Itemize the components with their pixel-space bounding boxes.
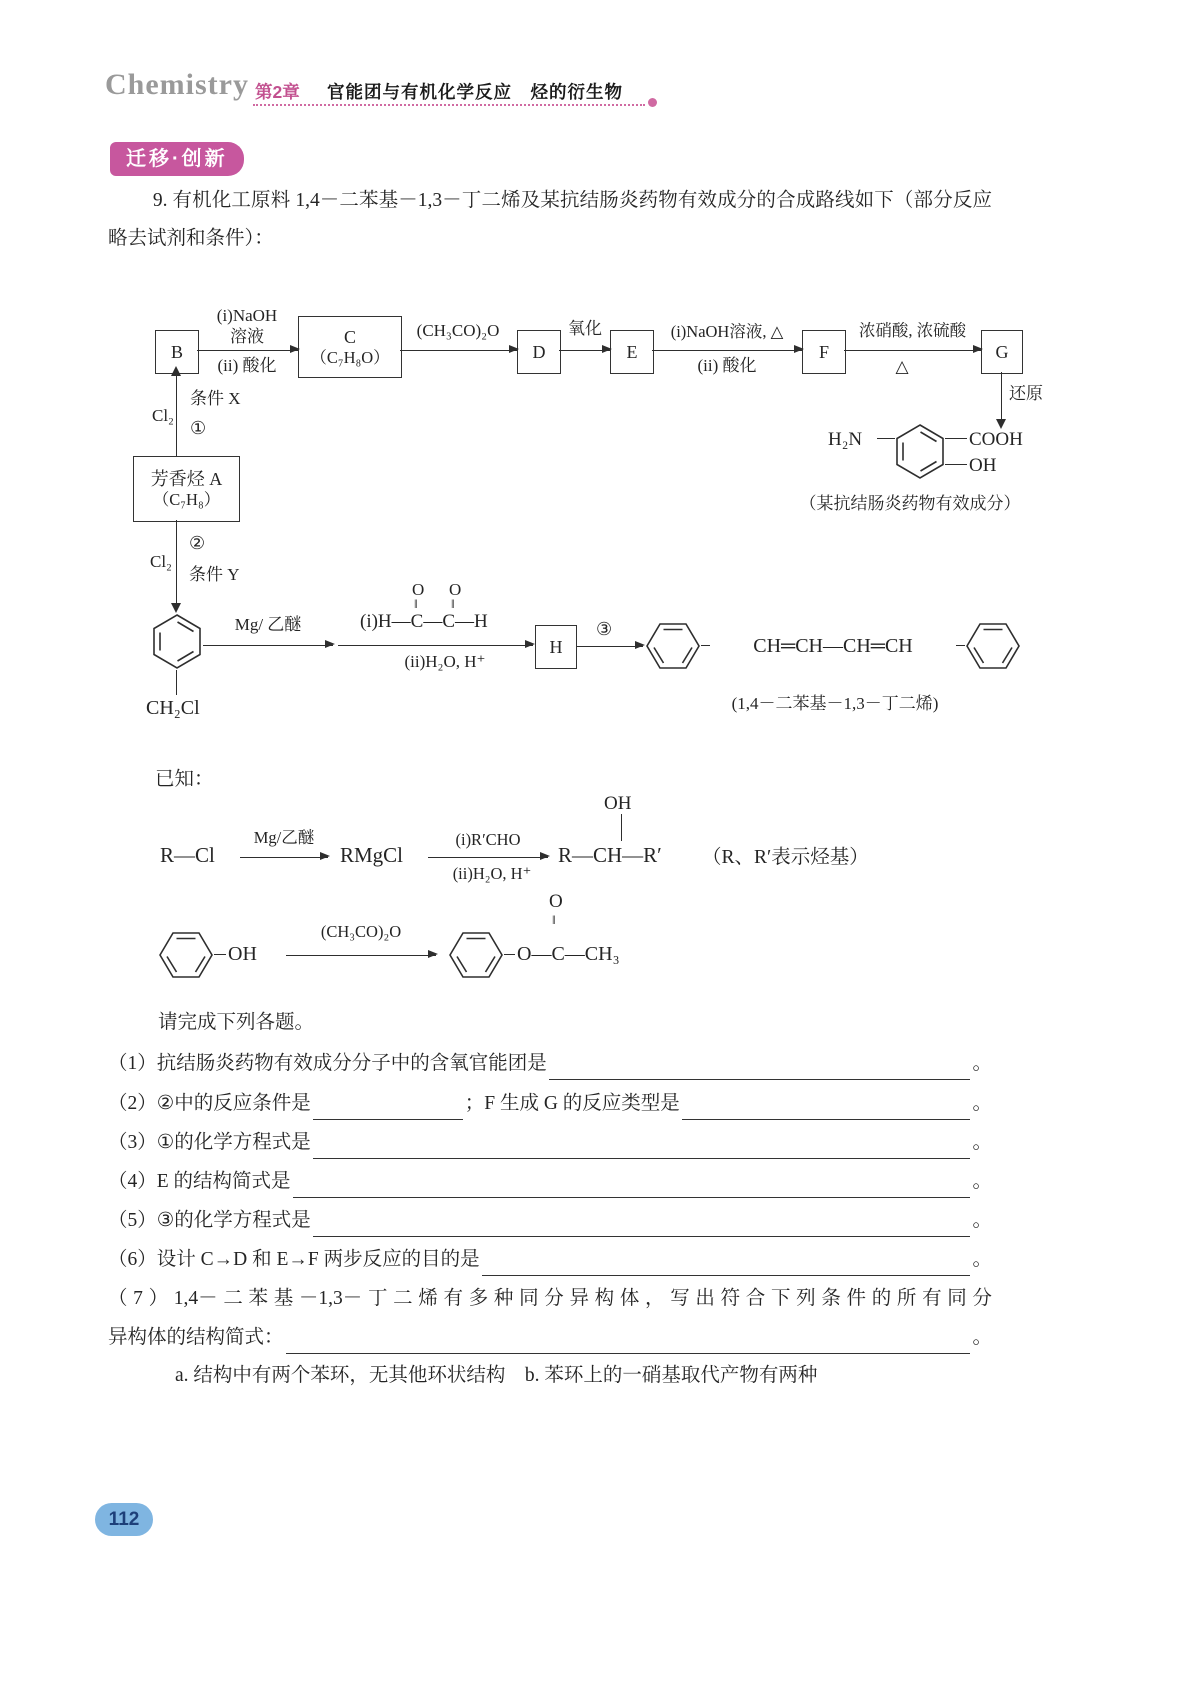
reagent-h2o-h: (ii)H₂O, H⁺ bbox=[404, 652, 486, 671]
reagent-acidify-1: (ii) 酸化 bbox=[217, 356, 277, 375]
question-7-text: （7）1,4－二苯基－1,3－丁二烯有多种同分异构体，写出符合下列条件的所有同分 bbox=[108, 1288, 992, 1309]
period: 。 bbox=[972, 1132, 992, 1153]
reagent-mg-ether: Mg/ 乙醚 bbox=[234, 615, 302, 634]
oxygen-atom: O bbox=[412, 580, 425, 599]
question-7-conditions: a. 结构中有两个苯环，无其他环状结构 b. 苯环上的一硝基取代产物有两种 bbox=[175, 1365, 818, 1386]
chapter-title: 官能团与有机化学反应 烃的衍生物 bbox=[327, 82, 623, 102]
answer-blank bbox=[313, 1212, 971, 1237]
question-2-text-a: （2）②中的反应条件是 bbox=[108, 1093, 311, 1114]
flow-box-d bbox=[517, 330, 561, 374]
benzene-ring-icon bbox=[158, 931, 214, 979]
amino-group: H₂N bbox=[828, 429, 863, 450]
question-2-text-b: ；F 生成 G 的反应类型是 bbox=[464, 1093, 680, 1114]
arrow-step-3 bbox=[577, 646, 643, 647]
answer-blank bbox=[682, 1095, 971, 1120]
r2-phenol-oh: OH bbox=[228, 943, 257, 965]
box-b-label: B bbox=[170, 342, 183, 362]
r1-product: R—CH—R′ bbox=[558, 843, 662, 867]
step-2-circle: ② bbox=[189, 533, 206, 553]
r1-reagent-mg: Mg/乙醚 bbox=[253, 828, 315, 847]
arrow-b-to-c bbox=[197, 350, 298, 351]
step-1-circle: ① bbox=[190, 418, 207, 438]
glyoxal-structure bbox=[360, 579, 510, 643]
benzene-ring-icon bbox=[448, 931, 504, 979]
flow-box-a bbox=[133, 456, 240, 522]
step-3-circle: ③ bbox=[596, 619, 613, 639]
arrow-mg-ether bbox=[203, 645, 333, 646]
header-rule-dot bbox=[648, 98, 657, 107]
question-4-text: （4）E 的结构简式是 bbox=[108, 1171, 291, 1192]
box-h-label: H bbox=[549, 637, 563, 657]
reagent-cl2-down: Cl₂ bbox=[150, 552, 172, 571]
product-caption: (1,4－二苯基－1,3－丁二烯) bbox=[731, 694, 939, 713]
r1-arrow-1 bbox=[240, 857, 328, 858]
question-6-text: （6）设计 C→D 和 E→F 两步反应的目的是 bbox=[108, 1249, 480, 1270]
r2-reagent: (CH₃CO)₂O bbox=[320, 922, 402, 941]
glyoxal-formula: (i)H—C—C—H bbox=[360, 611, 488, 632]
box-a-label: 芳香烃 A bbox=[150, 469, 223, 489]
reagent-nitric-sulfuric: 浓硝酸, 浓硫酸 bbox=[858, 321, 967, 340]
benzene-ring-icon bbox=[152, 613, 202, 670]
bond-line bbox=[945, 464, 967, 465]
carboxyl-group: COOH bbox=[969, 429, 1023, 450]
benzene-ring-icon bbox=[895, 423, 945, 480]
box-e-label: E bbox=[626, 342, 638, 362]
answer-blank bbox=[293, 1173, 971, 1198]
arrow-a-down bbox=[176, 520, 177, 604]
condition-x: 条件 X bbox=[190, 389, 241, 408]
arrow-f-to-g bbox=[844, 350, 981, 351]
r1-start: R—Cl bbox=[160, 843, 215, 867]
benzene-ring-icon bbox=[965, 622, 1021, 670]
bond-line bbox=[956, 645, 965, 646]
flow-box-c bbox=[298, 316, 402, 378]
butadiene-chain: CH═CH—CH═CH bbox=[753, 635, 913, 657]
period: 。 bbox=[972, 1053, 992, 1074]
r2-carbonyl-oxygen: O bbox=[549, 891, 563, 912]
period: 。 bbox=[972, 1210, 992, 1231]
double-bond: ‖ bbox=[414, 596, 418, 611]
reagent-naoh-heat: (i)NaOH溶液, △ bbox=[670, 322, 784, 341]
arrow-d-to-e bbox=[559, 350, 610, 351]
r2-ester-group: O—C—CH₃ bbox=[517, 943, 620, 965]
question-7-continuation: 异构体的结构简式： bbox=[108, 1327, 284, 1348]
reagent-delta: △ bbox=[895, 357, 909, 376]
questions-intro: 请完成下列各题。 bbox=[158, 1012, 315, 1033]
synthesis-flow-diagram bbox=[0, 283, 1190, 733]
box-c-formula: （C₇H₈O） bbox=[310, 348, 390, 367]
r1-reagent-h2o: (ii)H₂O, H⁺ bbox=[452, 864, 532, 883]
r1-hydroxyl: OH bbox=[604, 793, 632, 814]
bond-line bbox=[877, 438, 895, 439]
answer-blank bbox=[286, 1329, 971, 1354]
drug-caption: （某抗结肠炎药物有效成分） bbox=[799, 494, 1021, 513]
question-6 bbox=[108, 1244, 992, 1276]
reagent-solution: 溶液 bbox=[230, 327, 264, 346]
flow-box-g bbox=[981, 330, 1023, 374]
arrow-glyoxal bbox=[338, 645, 533, 646]
question-3-text: （3）①的化学方程式是 bbox=[108, 1132, 311, 1153]
reagent-acetic-anhydride: (CH₃CO)₂O bbox=[416, 321, 500, 340]
question-1-text: （1）抗结肠炎药物有效成分分子中的含氧官能团是 bbox=[108, 1053, 547, 1074]
double-bond: ‖ bbox=[552, 912, 556, 927]
box-a-formula: （C₇H₈） bbox=[152, 490, 221, 509]
reagent-reduction: 还原 bbox=[1009, 384, 1043, 403]
answer-blank bbox=[482, 1251, 971, 1276]
reagent-cl2-up: Cl₂ bbox=[152, 406, 174, 425]
r1-arrow-2 bbox=[428, 857, 548, 858]
chapter-badge: 第2章 bbox=[255, 82, 300, 102]
question-2 bbox=[108, 1088, 992, 1120]
arrow-e-to-f bbox=[652, 350, 802, 351]
r2-arrow bbox=[286, 955, 436, 956]
question-7-line-1 bbox=[108, 1283, 992, 1315]
period: 。 bbox=[972, 1171, 992, 1192]
question-4 bbox=[108, 1166, 992, 1198]
period: 。 bbox=[972, 1327, 992, 1348]
known-label: 已知： bbox=[155, 769, 214, 790]
r1-grignard: RMgCl bbox=[340, 843, 404, 867]
arrow-g-down bbox=[1001, 372, 1002, 420]
bond-line bbox=[701, 645, 710, 646]
r1-note: （R、R′表示烃基） bbox=[702, 847, 869, 868]
oxygen-atom: O bbox=[449, 580, 462, 599]
arrow-c-to-d bbox=[400, 350, 517, 351]
answer-blank bbox=[313, 1095, 463, 1120]
condition-y: 条件 Y bbox=[189, 565, 240, 584]
bond-line bbox=[504, 954, 515, 955]
hydroxyl-group: OH bbox=[969, 455, 997, 476]
question-1 bbox=[108, 1048, 992, 1080]
header-divider bbox=[253, 88, 645, 106]
answer-blank bbox=[313, 1134, 971, 1159]
question-3 bbox=[108, 1127, 992, 1159]
reagent-oxidation: 氧化 bbox=[568, 319, 602, 338]
page-number-badge: 112 bbox=[95, 1503, 153, 1536]
reagent-acidify-2: (ii) 酸化 bbox=[697, 356, 757, 375]
double-bond: ‖ bbox=[451, 596, 455, 611]
benzene-ring-icon bbox=[645, 622, 701, 670]
answer-blank bbox=[549, 1055, 971, 1080]
box-f-label: F bbox=[818, 342, 829, 362]
period: 。 bbox=[972, 1249, 992, 1270]
box-d-label: D bbox=[532, 342, 546, 362]
box-c-label: C bbox=[343, 327, 356, 347]
problem-statement: 9. 有机化工原料 1,4－二苯基－1,3－丁二烯及某抗结肠炎药物有效成分的合成路线如下（部分反应略去试剂和条件）： bbox=[108, 190, 992, 249]
section-badge: 迁移·创新 bbox=[110, 142, 244, 176]
bond-line bbox=[945, 438, 967, 439]
bond-line bbox=[621, 814, 622, 841]
chloromethyl-group: CH₂Cl bbox=[146, 697, 200, 719]
period: 。 bbox=[972, 1093, 992, 1114]
bond-line bbox=[214, 954, 226, 955]
box-g-label: G bbox=[995, 342, 1009, 362]
r1-reagent-rcho: (i)R′CHO bbox=[455, 830, 521, 849]
question-7-line-2 bbox=[108, 1322, 992, 1354]
bond-line bbox=[176, 670, 177, 695]
question-5-text: （5）③的化学方程式是 bbox=[108, 1210, 311, 1231]
flow-box-h bbox=[535, 625, 577, 669]
brand-logo: Chemistry bbox=[105, 68, 249, 101]
question-5 bbox=[108, 1205, 992, 1237]
arrow-a-to-b bbox=[176, 375, 177, 456]
reagent-naoh: (i)NaOH bbox=[216, 306, 278, 325]
